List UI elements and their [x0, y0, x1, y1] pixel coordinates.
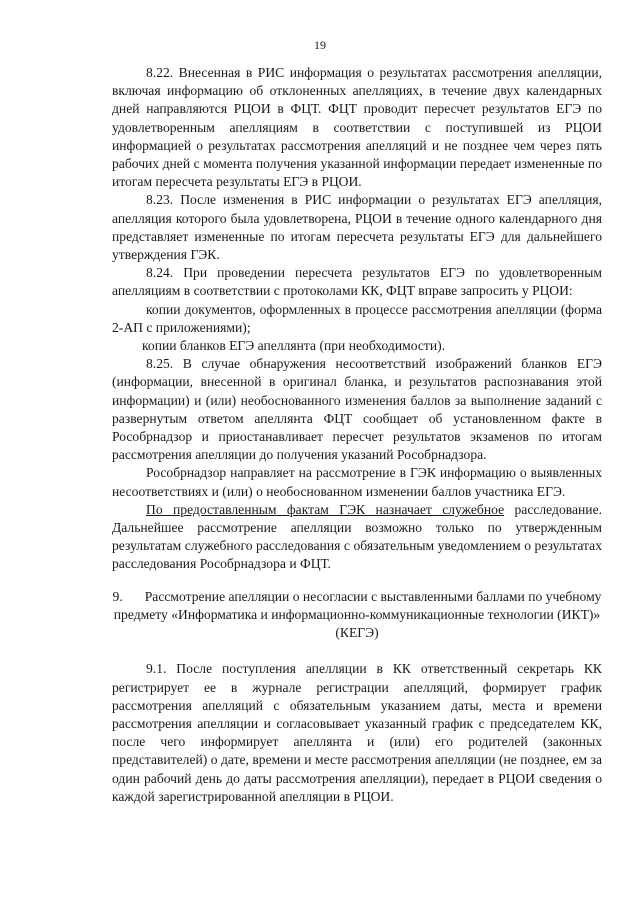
- section-9-heading: [112, 588, 602, 643]
- paragraph-8-25: 8.25. В случае обнаружения несоответствий изображений бланков ЕГЭ (информации, внесенной в оригинал бланка, и результатов распознавания этой информации) и (или) необоснованного изменения баллов за выполнение заданий с развернутым ответом апеллянта ФЦТ сообщает об установленном факте в Рособрнадзор и приостанавливает пересчет результатов экзаменов по итогам рассмотрения апелляции до получения указаний Рособрнадзора.: [112, 356, 602, 463]
- paragraph-text: расследование. Дальнейшее рассмотрение апелляции возможно только по утвержденным результатам служебного расследования с обязательным уведомлением о результатах расследования Рособрнадзора и ФЦТ.: [112, 501, 602, 572]
- paragraph-8-22: 8.22. Внесенная в РИС информация о результатах рассмотрения апелляции, включая информацию об отклоненных апелляциях, в течение двух календарных дней направляются РЦОИ в ФЦТ. ФЦТ проводит пересчет результатов ЕГЭ по удовлетворенным апелляциям в соответствии с поступившей из РЦОИ информацией о результатах рассмотрения апелляций и не позднее чем через пять рабочих дней с момента получения указанной информации передает измененные по итогам пересчета результаты ЕГЭ в РЦОИ.: [112, 65, 602, 190]
- paragraph-9-1: 9.1. После поступления апелляции в КК ответственный секретарь КК регистрирует ее в журнале регистрации апелляций, формирует график рассмотрения апелляций с обязательным указанием даты, места и времени рассмотрения апелляции и согласовывает указанный график с председателем КК, после чего информирует апеллянта и (или) его родителей (законных представителей) о дате, времени и месте рассмотрения апелляции (не позднее, ем за один рабочий день до даты рассмотрения апелляции), передает в РЦОИ сведения о каждой зарегистрированной апелляции в РЦОИ.: [112, 661, 602, 804]
- document-body: [112, 64, 602, 806]
- paragraph-8-23: 8.23. После изменения в РИС информации о результатах ЕГЭ апелляция, апелляция которого была удовлетворена, РЦОИ в течение одного календарного дня представляет измененные по итогам пересчета результаты ЕГЭ для дальнейшего утверждения ГЭК.: [112, 192, 602, 263]
- section-number: 9.: [112, 588, 123, 604]
- underlined-text: По предоставленным фактам ГЭК назначает служебное: [146, 501, 505, 517]
- paragraph-8-24-item-1: копии документов, оформленных в процессе рассмотрения апелляции (форма 2-АП с приложениями);: [112, 301, 602, 335]
- page-number: 19: [314, 38, 326, 52]
- paragraph-8-24-item-2: копии бланков ЕГЭ апеллянта (при необходимости).: [142, 338, 446, 354]
- paragraph-8-24: 8.24. При проведении пересчета результатов ЕГЭ по удовлетворенным апелляциям в соответствии с протоколами КК, ФЦТ вправе запросить у РЦОИ:: [112, 265, 602, 299]
- paragraph-8-25-investigation: [112, 501, 602, 574]
- paragraph-8-25-rosobrnadzor: Рособрнадзор направляет на рассмотрение в ГЭК информацию о выявленных несоответствиях и (или) о необоснованном изменении баллов участника ЕГЭ.: [112, 465, 602, 499]
- section-title: Рассмотрение апелляции о несогласии с выставленными баллами по учебному предмету «Информатика и информационно-коммуникационные технологии (ИКТ)» (КЕГЭ): [113, 588, 602, 641]
